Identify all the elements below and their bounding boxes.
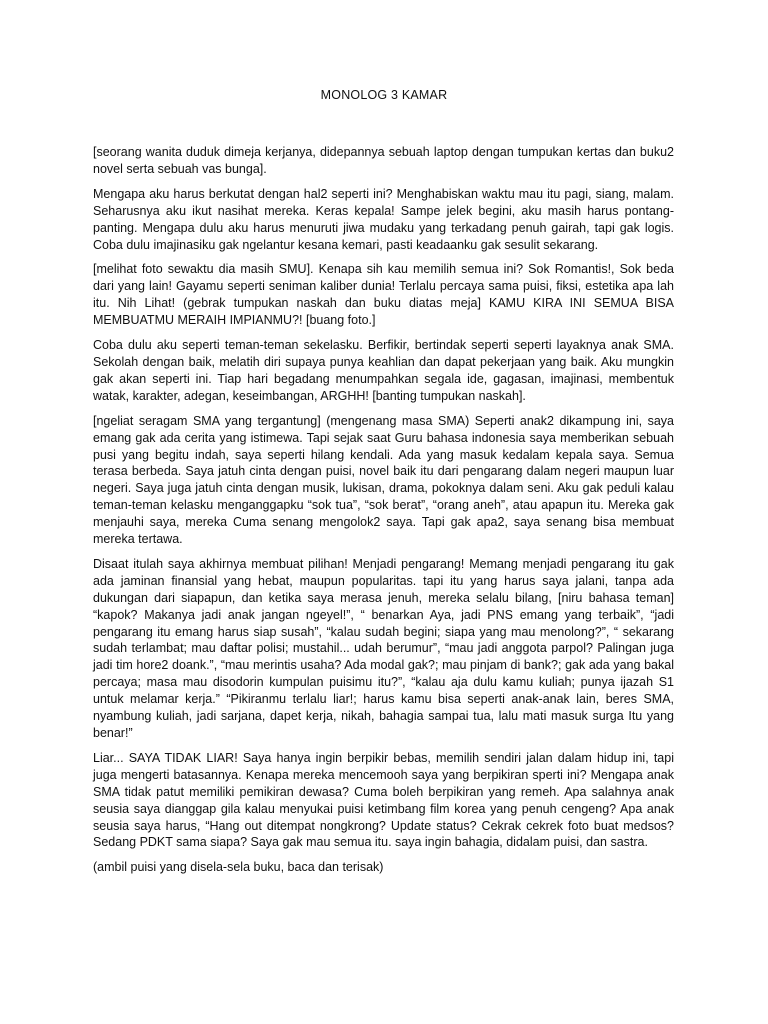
paragraph-stage-direction: (ambil puisi yang disela-sela buku, baca dan terisak)	[93, 860, 384, 875]
paragraph-stage-direction: [seorang wanita duduk dimeja kerjanya, didepannya sebuah laptop dengan tumpukan kertas dan buku2 novel serta sebuah vas bunga].	[93, 145, 674, 176]
paragraph: Mengapa aku harus berkutat dengan hal2 seperti ini? Menghabiskan waktu mau itu pagi, siang, malam. Seharusnya aku ikut nasihat mereka. Keras kepala! Sampe jelek begini, aku masih harus pontang-panting. Mengapa dulu aku harus menuruti jiwa mudaku yang terkadang penuh gairah, tapi gak logis. Coba dulu imajinasiku gak ngelantur kesana kemari, pasti keadaanku gak sesulit sekarang.	[93, 186, 674, 252]
paragraph: Coba dulu aku seperti teman-teman sekelasku. Berfikir, bertindak seperti seperti layaknya anak SMA. Sekolah dengan baik, melatih diri supaya punya keahlian dan dapat pekerjaan yang baik. Aku mungkin gak akan seperti ini. Tiap hari begadang menumpahkan segala ide, gagasan, imajinasi, membentuk watak, karakter, adegan, keseimbangan, ARGHH! [banting tumpukan naskah].	[93, 338, 674, 403]
document-title: MONOLOG 3 KAMAR	[320, 88, 448, 102]
paragraph: Disaat itulah saya akhirnya membuat pilihan! Menjadi pengarang! Memang menjadi pengarang itu gak ada jaminan finansial yang hebat, maupun popularitas. tapi itu yang harus saya jalani, tanpa ada dukungan dari siapapun, dan ketika saya merasa jenuh, mereka selalu bilang, [niru bahasa teman] “kapok? Makanya jadi anak jangan ngeyel!”, “ benarkan Aya, jadi PNS emang yang terbaik”, “jadi pengarang itu emang harus siap susah”, “kalau sudah begini; siapa yang mau menolong?”, “ sekarang sudah terlambat; mau daftar polisi; mustahil... udah berumur”, “mau jadi anggota parpol? Palingan juga jadi tim hore2 doank.”, “mau merintis usaha? Ada modal gak?; mau pinjam di bank?; gak ada yang bakal percaya; masa mau disodorin kumpulan puisimu itu?”, “kalau aja dulu kamu kuliah; punya ijazah S1 untuk melamar kerja.” “Pikiranmu terlalu liar!; harus kamu bisa seperti anak-anak lain, beres SMA, nyambung kuliah, jadi sarjana, dapet kerja, nikah, bahagia sampai tua, lalu mati masuk surga Itu yang benar!”	[93, 556, 674, 740]
paragraph: Liar... SAYA TIDAK LIAR! Saya hanya ingin berpikir bebas, memilih sendiri jalan dalam hidup ini, tapi juga mengerti batasannya. Kenapa mereka mencemooh saya yang berpikiran sperti ini? Mengapa anak SMA tidak patut memiliki pemikiran dewasa? Cuma boleh berpikiran yang remeh. Apa salahnya anak seusia saya dianggap gila kalau menyukai puisi ketimbang film korea yang penuh cengeng? Apa anak seusia saya harus, “Hang out ditempat nongkrong? Update status? Cekrak cekrek foto buat medsos? Sedang PDKT sama siapa? Saya gak mau semua itu. saya ingin bahagia, didalam puisi, dan sastra.	[93, 750, 674, 850]
paragraph: [ngeliat seragam SMA yang tergantung] (mengenang masa SMA) Seperti anak2 dikampung ini, saya emang gak ada cerita yang istimewa. Tapi sejak saat Guru bahasa indonesia saya memberikan sebuah pusi yang begitu indah, saya seperti hilang kendali. Ada yang masuk kedalam kepala saya. Semua terasa berbeda. Saya jatuh cinta dengan puisi, novel baik itu dari pengarang dalam negeri maupun luar negeri. Saya juga jatuh cinta dengan musik, lukisan, drama, pokoknya dalam seni. Aku gak peduli kalau teman-teman kelasku menganggapku “sok tua”, “sok berat”, “orang aneh”, atau apapun itu. Mereka gak menjauhi saya, mereka Cuma senang mengolok2 saya. Tapi gak apa2, saya senang bisa membuat mereka tertawa.	[93, 413, 674, 547]
document-body	[93, 144, 674, 884]
paragraph: [melihat foto sewaktu dia masih SMU]. Kenapa sih kau memilih semua ini? Sok Romantis!, Sok beda dari yang lain! Gayamu seperti seniman kaliber dunia! Terlalu percaya sama puisi, fiksi, estetika apa lah itu. Nih Lihat! (gebrak tumpukan naskah dan buku diatas meja] KAMU KIRA INI SEMUA BISA MEMBUATMU MERAIH IMPIANMU?! [buang foto.]	[93, 262, 674, 328]
